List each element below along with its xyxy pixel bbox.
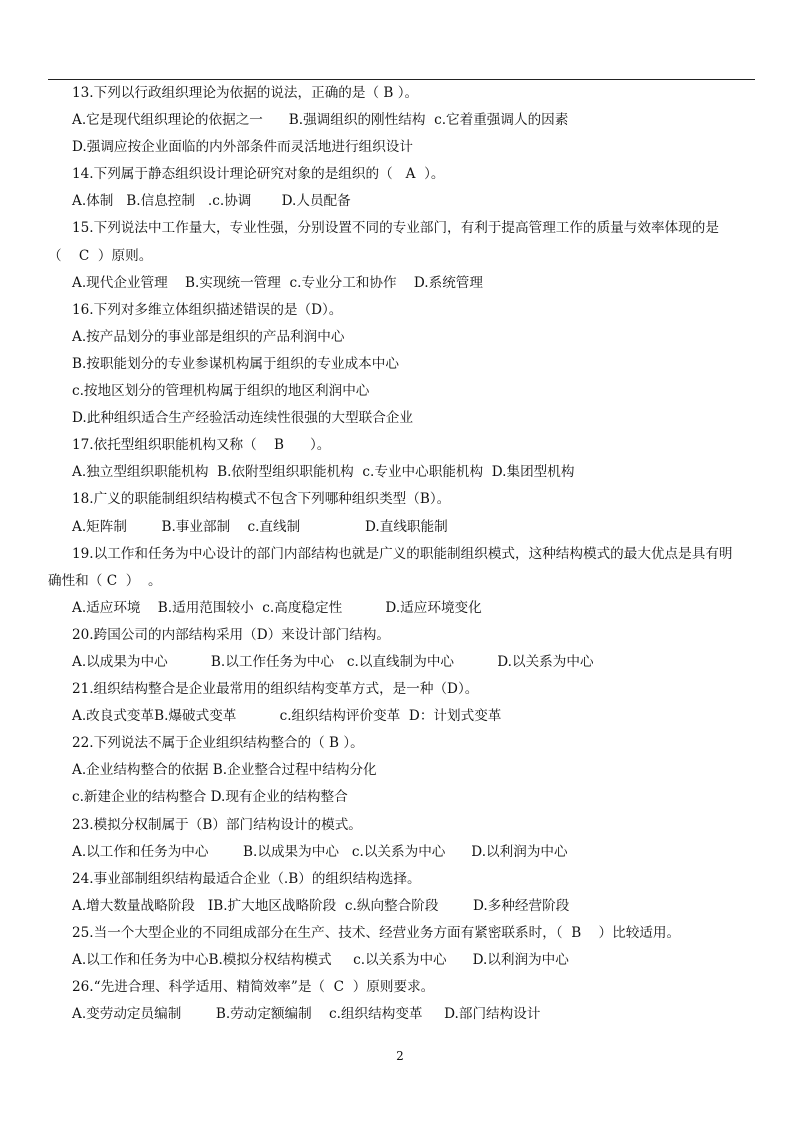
question-20: 20.跨国公司的内部结构采用（D）来设计部门结构。 — [72, 626, 390, 643]
option-line: A.按产品划分的事业部是组织的产品利润中心 — [72, 328, 345, 345]
option-line: A.矩阵制 B.事业部制 c.直线制 D.直线职能制 — [72, 518, 448, 535]
question-23: 23.模拟分权制属于（B）部门结构设计的模式。 — [72, 816, 362, 833]
question-17: 17.依托型组织职能机构又称（ B ）。 — [72, 437, 331, 454]
option-line: A.企业结构整合的依据 B.企业整合过程中结构分化 — [72, 762, 377, 779]
question-18: 18.广义的职能制组织结构模式不包含下列哪种组织类型（B）。 — [72, 491, 451, 508]
option-line: A.以成果为中心 B.以工作任务为中心 c.以直线制为中心 D.以关系为中心 — [72, 653, 594, 670]
option-line: c.按地区划分的管理机构属于组织的地区利润中心 — [72, 383, 370, 400]
question-25: 25.当一个大型企业的不同组成部分在生产、技术、经营业务方面有紧密联系时，（ B ）比较适用。 — [72, 924, 681, 941]
question-15: 15.下列说法中工作量大，专业性强，分别设置不同的专业部门，有利于提高管理工作的质量与效率体现的是 — [72, 220, 719, 237]
option-line: A.增大数量战略阶段 IB.扩大地区战略阶段 c.纵向整合阶段 D.多种经营阶段 — [72, 897, 570, 914]
option-line: A.它是现代组织理论的依据之一 B.强调组织的刚性结构 c.它着重强调人的因素 — [72, 112, 569, 129]
question-21: 21.组织结构整合是企业最常用的组织结构变革方式，是一种（D）。 — [72, 681, 479, 698]
question-list — [48, 80, 756, 1028]
option-line: A.以工作和任务为中心 B.以成果为中心 c.以关系为中心 D.以利润为中心 — [72, 843, 568, 860]
question-19-continuation: 确性和（ C ） 。 — [48, 572, 162, 589]
option-line: A.改良式变革B.爆破式变革 c.组织结构评价变革 D：计划式变革 — [72, 708, 502, 725]
question-24: 24.事业部制组织结构最适合企业（.B）的组织结构选择。 — [72, 870, 421, 887]
question-13: 13.下列以行政组织理论为依据的说法，正确的是（ B ）。 — [72, 85, 419, 101]
option-line: B.按职能划分的专业参谋机构属于组织的专业成本中心 — [72, 355, 399, 372]
option-line: A.体制 B.信息控制 .c.协调 D.人员配备 — [72, 193, 351, 210]
option-line: D.此种组织适合生产经验活动连续性很强的大型联合企业 — [72, 410, 413, 427]
option-line: A.独立型组织职能机构 B.依附型组织职能机构 c.专业中心职能机构 D.集团型机构 — [72, 464, 575, 481]
question-14: 14.下列属于静态组织设计理论研究对象的是组织的（ A ）。 — [72, 166, 445, 183]
option-line: A.变劳动定员编制 B.劳动定额编制 c.组织结构变革 D.部门结构设计 — [72, 1006, 541, 1023]
question-15-continuation: （ C ）原则。 — [48, 247, 153, 264]
option-line: A.适应环境 B.适用范围较小 c.高度稳定性 D.适应环境变化 — [72, 599, 482, 616]
option-line: c.新建企业的结构整合 D.现有企业的结构整合 — [72, 789, 348, 806]
option-line: D.强调应按企业面临的内外部条件而灵活地进行组织设计 — [72, 139, 413, 156]
question-19: 19.以工作和任务为中心设计的部门内部结构也就是广义的职能制组织模式，这种结构模式的最大优点是具有明 — [72, 545, 733, 562]
option-line: A.以工作和任务为中心B.模拟分权结构模式 c.以关系为中心 D.以利润为中心 — [72, 952, 569, 968]
option-line: A.现代企业管理 B.实现统一管理 c.专业分工和协作 D.系统管理 — [72, 274, 483, 291]
question-16: 16.下列对多维立体组织描述错误的是（D）。 — [72, 301, 343, 318]
question-22: 22.下列说法不属于企业组织结构整合的（ B ）。 — [72, 735, 364, 752]
page-number: 2 — [396, 1049, 404, 1063]
question-26: 26.“先进合理、科学适用、精简效率”是（ C ）原则要求。 — [72, 979, 435, 996]
